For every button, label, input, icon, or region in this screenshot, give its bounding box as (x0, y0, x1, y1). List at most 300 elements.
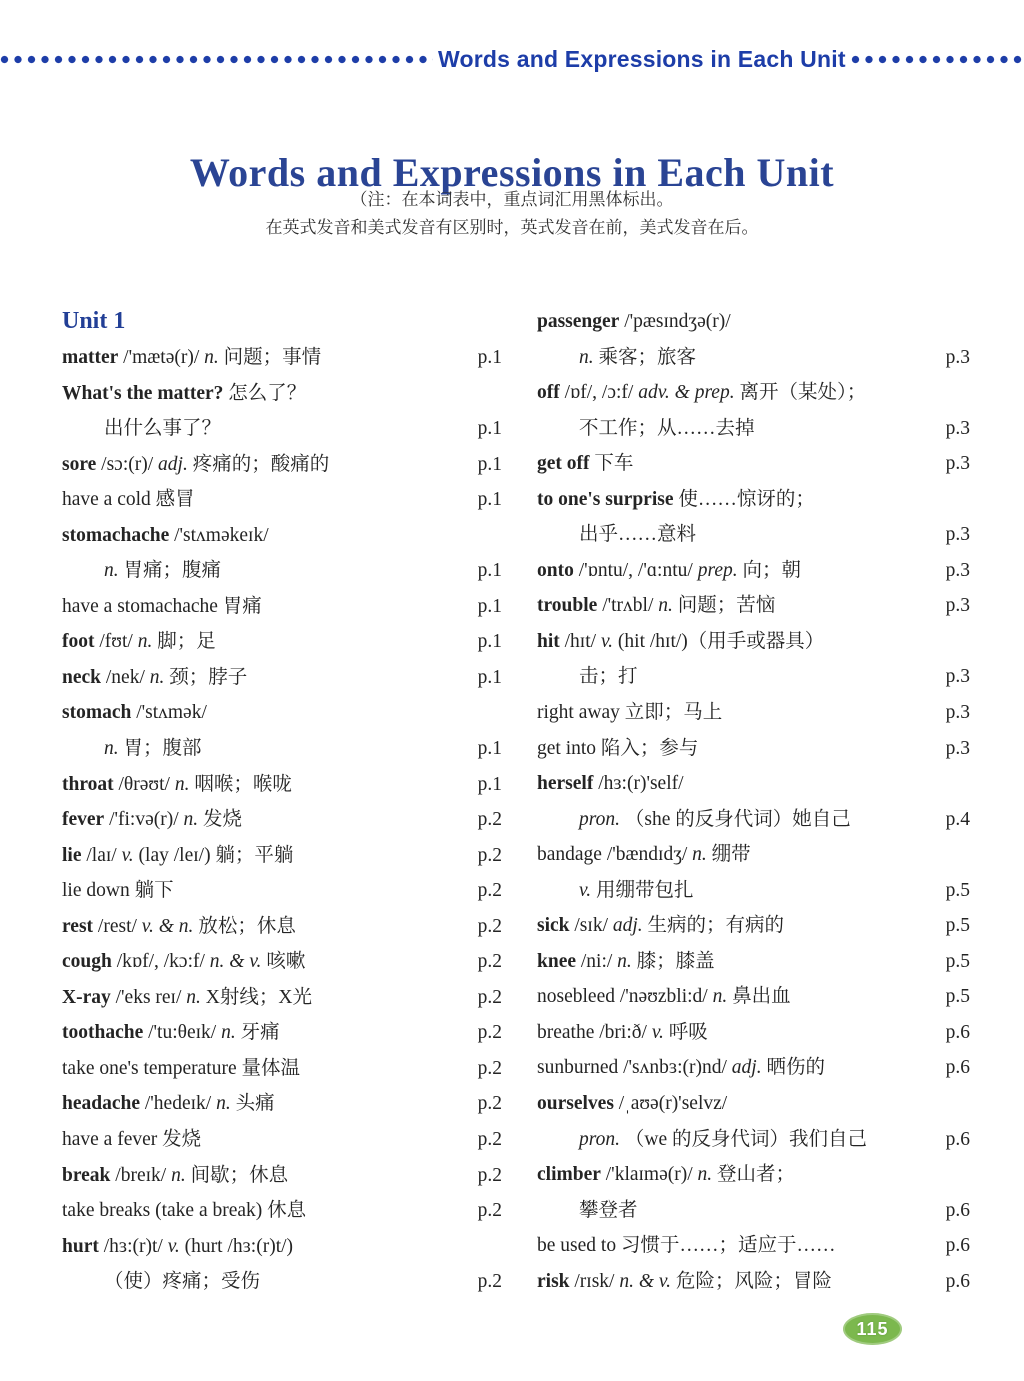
entry-row (537, 944, 970, 980)
entry-headword: stomach (62, 702, 132, 724)
entry-phonetic: /θrəʊt/ (118, 773, 170, 795)
entry-translation: 离开（某处）； (739, 382, 867, 404)
entry-page-ref: p.6 (945, 1199, 970, 1221)
entry-part-of-speech: pron. (579, 808, 620, 830)
entry-page-ref: p.3 (945, 702, 970, 724)
entry-page-ref: p.2 (477, 844, 502, 866)
entry-translation: 乘客；旅客 (598, 346, 697, 368)
entry-page-ref: p.2 (477, 1022, 502, 1044)
entry-part-of-speech: n. (171, 1164, 186, 1186)
unit-heading: Unit 1 (62, 308, 126, 334)
entry-phonetic: /hɜ:(r)t/ (103, 1235, 163, 1257)
entry-content (62, 482, 470, 518)
entry-content (537, 446, 938, 482)
entry-headword: headache (62, 1093, 140, 1115)
entry-content (537, 1015, 938, 1051)
entry-translation: 鼻出血 (732, 986, 791, 1008)
entry-translation: 牙痛 (240, 1022, 280, 1044)
entry-phonetic: /rɪsk/ (574, 1270, 615, 1292)
entry-row (537, 411, 970, 447)
entry-translation: 疼痛的；酸痛的 (192, 453, 330, 475)
entry-phonetic: /hɪt/ (564, 630, 597, 652)
entry-page-ref: p.2 (477, 951, 502, 973)
entry-part-of-speech: v. & n. (141, 915, 194, 937)
dotted-line-left (0, 55, 433, 64)
entry-row (62, 695, 502, 731)
entry-page-ref: p.1 (477, 560, 502, 582)
entry-phonetic: /breɪk/ (115, 1164, 167, 1186)
entry-part-of-speech: n. (579, 346, 594, 368)
entry-phonetic: /'sʌnbɜ:(r)nd/ (623, 1057, 727, 1079)
entry-row (537, 837, 970, 873)
entry-translation: 问题；事情 (223, 347, 322, 368)
entry-content (62, 695, 502, 731)
column-gap (502, 304, 537, 1300)
entry-row (537, 1157, 970, 1193)
entry-phonetic: /'pæsɪndʒə(r)/ (624, 311, 731, 332)
entry-content (537, 1193, 938, 1229)
entry-part-of-speech: adv. & prep. (638, 382, 735, 404)
entry-phonetic: /'nəʊzbli:d/ (619, 986, 708, 1008)
right-column-rows (537, 304, 970, 1299)
entry-part-of-speech: adj. (612, 915, 643, 937)
entry-phonetic: /'ɒntu/, /'ɑ:ntu/ (578, 559, 693, 581)
entry-content (62, 1264, 470, 1300)
entry-content (537, 802, 938, 838)
entry-row (62, 909, 502, 945)
entry-part-of-speech: v. (121, 844, 134, 866)
entry-row (62, 411, 502, 447)
entry-row (537, 1193, 970, 1229)
entry-headword: have a fever (62, 1129, 158, 1151)
entry-headword: take breaks (take a break) (62, 1200, 263, 1222)
entry-content (537, 908, 938, 944)
entry-page-ref: p.1 (477, 595, 502, 617)
entry-headword: herself (537, 773, 594, 795)
entry-part-of-speech: n. (186, 986, 201, 1008)
entry-row (62, 1051, 502, 1087)
entry-content (537, 482, 970, 518)
entry-translation: 下车 (594, 453, 634, 475)
entry-headword: climber (537, 1164, 601, 1186)
entry-phonetic: /'mætə(r)/ (123, 347, 200, 368)
entry-page-ref: p.6 (945, 1057, 970, 1079)
entry-content (537, 588, 938, 624)
entry-headword: knee (537, 950, 576, 972)
entry-content (62, 376, 502, 412)
entry-phonetic: /'klaɪmə(r)/ (605, 1164, 693, 1186)
entry-page-ref: p.1 (477, 418, 502, 440)
entry-row (62, 1015, 502, 1051)
entry-translation: 脚；足 (157, 631, 216, 653)
entry-row (537, 446, 970, 482)
entry-row (62, 802, 502, 838)
entry-translation: 向；朝 (742, 559, 801, 581)
entry-row (62, 1158, 502, 1194)
entry-content (537, 659, 938, 695)
entry-page-ref: p.3 (945, 737, 970, 759)
entry-page-ref: p.3 (945, 524, 970, 546)
entry-part-of-speech: v. (579, 879, 592, 901)
entry-headword: lie down (62, 880, 130, 902)
page-title: Words and Expressions in Each Unit (189, 149, 835, 195)
entry-page-ref: p.1 (477, 489, 502, 511)
entry-content (62, 1193, 470, 1229)
entry-part-of-speech: pron. (579, 1128, 620, 1150)
entry-phonetic: /ɒf/, /ɔ:f/ (564, 382, 634, 404)
entry-translation: 呼吸 (668, 1021, 708, 1043)
entry-row (537, 659, 970, 695)
entry-row (62, 1229, 502, 1265)
entry-phonetic: /'bændɪdʒ/ (606, 844, 688, 866)
entry-phonetic: /nek/ (105, 666, 145, 688)
entry-content (62, 624, 470, 660)
entry-row (537, 731, 970, 767)
entry-headword: cough (62, 951, 112, 973)
entry-page-ref: p.2 (477, 986, 502, 1008)
entry-page-ref: p.6 (945, 1235, 970, 1257)
entry-part-of-speech: n. & v. (209, 951, 262, 973)
entry-headword: sick (537, 915, 570, 937)
entry-translation: 躺下 (134, 880, 174, 902)
entry-phonetic: /'hedeɪk/ (144, 1093, 212, 1115)
entry-translation: 出乎……意料 (579, 524, 697, 546)
entry-row (62, 340, 502, 376)
entry-page-ref: p.3 (945, 595, 970, 617)
entry-translation: 胃痛 (222, 595, 262, 617)
entry-content (537, 979, 938, 1015)
entry-row (537, 695, 970, 731)
entry-page-ref: p.2 (477, 1093, 502, 1115)
entry-headword: fever (62, 809, 105, 831)
entry-headword: passenger (537, 311, 620, 332)
entry-content (537, 944, 938, 980)
entry-headword: lie (62, 844, 82, 866)
note-line-1: （注：在本词表中，重点词汇用黑体标出。 (350, 190, 674, 209)
entry-content (537, 1050, 938, 1086)
entry-page-ref: p.2 (477, 915, 502, 937)
entry-part-of-speech: n. (658, 595, 673, 617)
entry-content (537, 624, 970, 660)
entry-page-ref: p.2 (477, 1057, 502, 1079)
entry-page-ref: p.5 (945, 950, 970, 972)
entry-content (537, 411, 938, 447)
entry-headword: off (537, 382, 560, 404)
entry-page-ref: p.1 (477, 738, 502, 760)
entry-headword: foot (62, 631, 95, 653)
header-strip-title: Words and Expressions in Each Unit (438, 45, 846, 72)
entry-page-ref: p.6 (945, 1128, 970, 1150)
entry-headword: onto (537, 559, 574, 581)
entry-content (62, 589, 470, 625)
entry-translation: 胃痛；腹痛 (123, 560, 222, 582)
entry-content (62, 660, 470, 696)
entry-translation: 生病的；有病的 (647, 915, 785, 937)
entry-translation: 颈；脖子 (169, 666, 248, 688)
entry-headword: throat (62, 773, 114, 795)
entry-content (62, 838, 470, 874)
entry-content (537, 1122, 938, 1158)
entry-page-ref: p.2 (477, 809, 502, 831)
entry-translation: 胃；腹部 (123, 738, 202, 760)
entry-content (62, 873, 470, 909)
entry-phonetic: /bri:ð/ (599, 1021, 647, 1043)
entry-headword: trouble (537, 595, 598, 617)
entry-headword: stomachache (62, 524, 170, 546)
entry-content (62, 518, 502, 554)
entry-part-of-speech: prep. (697, 559, 738, 581)
entry-headword: What's the matter? (62, 382, 224, 404)
entry-headword: nosebleed (537, 986, 615, 1008)
entry-headword: matter (62, 347, 119, 368)
entry-content (537, 553, 938, 589)
entry-headword: to one's surprise (537, 488, 674, 510)
entry-headword: toothache (62, 1022, 144, 1044)
entry-page-ref: p.6 (945, 1270, 970, 1292)
entry-content (62, 1158, 470, 1194)
entry-phonetic: /'trʌbl/ (602, 595, 654, 617)
entry-part-of-speech: n. (221, 1022, 236, 1044)
entry-translation: 头痛 (235, 1093, 275, 1115)
entry-headword: risk (537, 1270, 570, 1292)
entry-translation: 陷入；参与 (600, 737, 699, 759)
left-column (62, 304, 502, 1300)
entry-part-of-speech: n. (149, 666, 165, 688)
entry-translation: 击；打 (579, 666, 638, 688)
page-number-badge: 115 (843, 1313, 902, 1345)
entry-phonetic: /ˌaʊə(r)'selvz/ (618, 1093, 728, 1115)
entry-content (62, 909, 470, 945)
entry-row (537, 1015, 970, 1051)
entry-page-ref: p.6 (945, 1021, 970, 1043)
entry-headword: right away (537, 702, 620, 724)
entry-page-ref: p.1 (477, 666, 502, 688)
entry-content (537, 766, 970, 802)
entry-headword: get off (537, 453, 590, 475)
entry-part-of-speech: n. (104, 738, 119, 760)
entry-part-of-speech: adj. (158, 453, 188, 475)
dotted-line-right (851, 55, 1024, 64)
entry-row (537, 1122, 970, 1158)
entry-phonetic: /'fi:və(r)/ (109, 809, 179, 831)
entry-translation: 登山者； (717, 1164, 796, 1186)
entry-translation: 用绷带包扎 (595, 879, 694, 901)
note-line-2: 在英式发音和美式发音有区别时，英式发音在前，美式发音在后。 (265, 218, 759, 237)
entry-content (537, 517, 938, 553)
entry-content (537, 695, 938, 731)
entry-content (62, 411, 470, 447)
entry-page-ref: p.2 (477, 880, 502, 902)
entry-headword: sunburned (537, 1057, 619, 1079)
entry-headword: take one's temperature (62, 1057, 237, 1079)
entry-page-ref: p.5 (945, 879, 970, 901)
entry-row (62, 624, 502, 660)
entry-row (62, 447, 502, 483)
entry-part-of-speech: n. (692, 844, 707, 866)
entry-part-of-speech: n. (104, 560, 119, 582)
entry-content (537, 1264, 938, 1300)
entry-headword: rest (62, 915, 94, 937)
entry-part-of-speech: n. (617, 950, 632, 972)
entry-translation: 咳嗽 (266, 951, 306, 973)
entry-page-ref: p.2 (477, 1200, 502, 1222)
entry-row (537, 1050, 970, 1086)
entry-row (62, 518, 502, 554)
entry-headword: have a cold (62, 489, 151, 511)
entry-headword: ourselves (537, 1093, 614, 1115)
entry-page-ref: p.3 (945, 346, 970, 368)
entry-translation: 量体温 (241, 1057, 300, 1079)
entry-row (62, 838, 502, 874)
entry-row (62, 553, 502, 589)
entry-translation: X射线；X光 (205, 986, 312, 1008)
entry-page-ref: p.1 (477, 631, 502, 653)
entry-content (537, 837, 970, 873)
entry-row (537, 553, 970, 589)
entry-content (62, 553, 470, 589)
entry-headword: X-ray (62, 986, 111, 1008)
entry-row (62, 980, 502, 1016)
vocabulary-columns (62, 304, 970, 1300)
entry-translation: 晒伤的 (766, 1057, 825, 1079)
entry-row (537, 766, 970, 802)
entry-headword: neck (62, 666, 101, 688)
entry-headword: have a stomachache (62, 595, 218, 617)
entry-phonetic: /'eks reɪ/ (115, 986, 182, 1008)
entry-translation: 放松；休息 (198, 915, 296, 937)
entry-translation: 习惯于……；适应于…… (620, 1235, 836, 1257)
entry-phonetic: /hɜ:(r)'self/ (598, 773, 684, 795)
entry-row (537, 482, 970, 518)
entry-part-of-speech: v. (600, 630, 614, 652)
entry-content (62, 980, 470, 1016)
entry-row (62, 873, 502, 909)
entry-page-ref: p.2 (477, 1164, 502, 1186)
entry-translation: 不工作；从……去掉 (579, 417, 755, 439)
entry-row (537, 1228, 970, 1264)
entry-content (62, 767, 470, 803)
entry-row (62, 660, 502, 696)
entry-page-ref: p.1 (477, 453, 502, 475)
entry-phonetic: /sɔ:(r)/ (101, 453, 154, 475)
entry-row (537, 908, 970, 944)
entry-page-ref: p.5 (945, 986, 970, 1008)
entry-page-ref: p.1 (477, 773, 502, 795)
left-column-rows (62, 340, 502, 1300)
entry-translation: 怎么了？ (228, 382, 307, 404)
entry-row (537, 802, 970, 838)
entry-part-of-speech: n. (697, 1164, 713, 1186)
entry-row (537, 517, 970, 553)
entry-content (537, 1086, 970, 1122)
entry-headword: hit (537, 630, 560, 652)
entry-page-ref: p.3 (945, 453, 970, 475)
entry-translation: 膝；膝盖 (636, 950, 715, 972)
entry-translation: 使……惊讶的； (678, 488, 815, 510)
page-header-strip (0, 44, 1024, 74)
entry-row (537, 624, 970, 660)
entry-headword: be used to (537, 1235, 617, 1257)
entry-content (537, 340, 938, 376)
entry-phonetic: /kɒf/, /kɔ:f/ (116, 951, 205, 973)
entry-phonetic: /'stʌməkeɪk/ (174, 524, 269, 546)
entry-phonetic: /rest/ (97, 915, 137, 937)
entry-translation: 休息 (267, 1200, 307, 1222)
entry-row (62, 1193, 502, 1229)
entry-row (537, 340, 970, 376)
entry-row (537, 1264, 970, 1300)
entry-content (62, 802, 470, 838)
entry-page-ref: p.1 (477, 347, 502, 368)
entry-translation: （we 的反身代词）我们自己 (624, 1128, 867, 1150)
entry-row (537, 979, 970, 1015)
entry-phonetic: /laɪ/ (86, 844, 117, 866)
note-text (0, 186, 1024, 242)
entry-translation: (lay /leɪ/) 躺；平躺 (138, 844, 294, 866)
entry-row (537, 1086, 970, 1122)
entry-page-ref: p.5 (945, 915, 970, 937)
entry-row (537, 304, 970, 340)
entry-translation: 出什么事了？ (104, 418, 222, 440)
entry-part-of-speech: n. (204, 347, 219, 368)
entry-phonetic: /ni:/ (580, 950, 613, 972)
entry-page-ref: p.2 (477, 1129, 502, 1151)
entry-row (62, 1086, 502, 1122)
entry-row (537, 873, 970, 909)
entry-translation: (hit /hɪt/)（用手或器具） (617, 630, 825, 652)
entry-row (62, 1122, 502, 1158)
entry-translation: 立即；马上 (624, 702, 723, 724)
entry-content (62, 1229, 502, 1265)
entry-translation: 攀登者 (579, 1199, 638, 1221)
entry-content (62, 731, 470, 767)
entry-content (537, 375, 970, 411)
entry-content (537, 731, 938, 767)
entry-translation: 绷带 (711, 844, 751, 866)
entry-content (537, 1228, 938, 1264)
entry-part-of-speech: v. (167, 1235, 180, 1257)
entry-page-ref: p.3 (945, 417, 970, 439)
entry-part-of-speech: n. (183, 809, 199, 831)
entry-headword: hurt (62, 1235, 99, 1257)
entry-content (537, 873, 938, 909)
entry-translation: 发烧 (203, 809, 243, 831)
entry-translation: 发烧 (162, 1129, 202, 1151)
entry-headword: sore (62, 453, 97, 475)
entry-part-of-speech: n. (174, 773, 190, 795)
entry-row (537, 588, 970, 624)
entry-content (62, 944, 470, 980)
entry-phonetic: /'tu:θeɪk/ (148, 1022, 217, 1044)
entry-page-ref: p.3 (945, 666, 970, 688)
entry-translation: 危险；风险；冒险 (675, 1270, 832, 1292)
entry-content (537, 1157, 970, 1193)
entry-part-of-speech: adj. (731, 1057, 762, 1079)
entry-phonetic: /sɪk/ (574, 915, 608, 937)
entry-headword: break (62, 1164, 111, 1186)
entry-page-ref: p.3 (945, 559, 970, 581)
entry-translation: 感冒 (155, 489, 195, 511)
entry-row (62, 589, 502, 625)
entry-content (62, 1122, 470, 1158)
entry-headword: bandage (537, 844, 602, 866)
entry-translation: （she 的反身代词）她自己 (624, 808, 851, 830)
entry-content (62, 1086, 470, 1122)
entry-translation: （使）疼痛；受伤 (104, 1271, 261, 1293)
entry-part-of-speech: n. (137, 631, 153, 653)
entry-part-of-speech: v. (651, 1021, 664, 1043)
entry-row (62, 731, 502, 767)
